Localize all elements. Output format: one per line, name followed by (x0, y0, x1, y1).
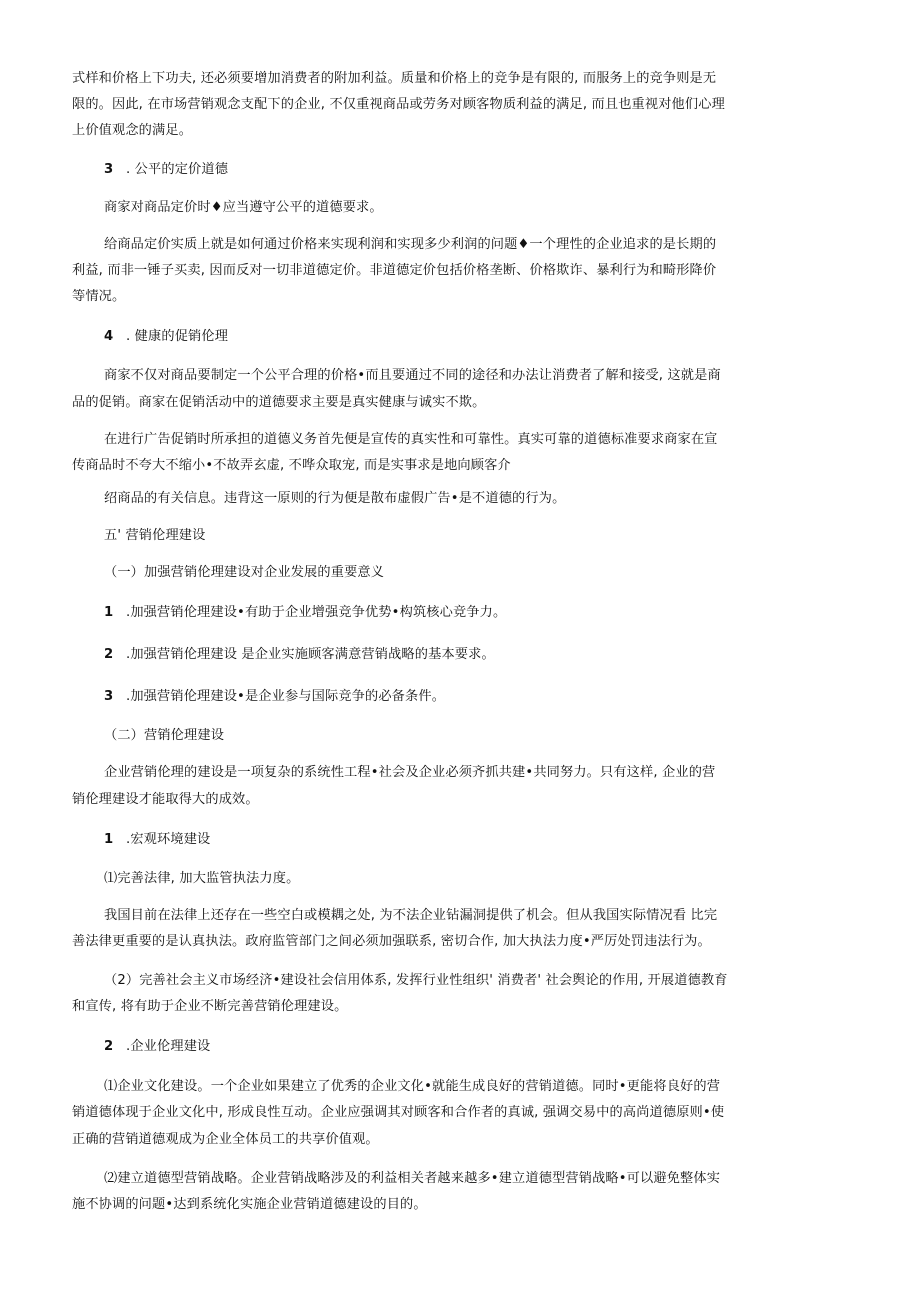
text-line (72, 459, 511, 472)
text-line (104, 872, 299, 885)
text-line (104, 566, 384, 579)
line-text: . 公平的定价道德 (126, 162, 229, 177)
text-line (72, 72, 716, 85)
text-line (72, 793, 259, 806)
line-text: ⑴企业文化建设。一个企业如果建立了优秀的企业文化•就能生成良好的营销道德。同时•更能将良好的营 (104, 1079, 721, 1094)
text-line (72, 396, 485, 409)
heading-number: 3 (104, 689, 114, 704)
text-line (104, 238, 716, 251)
text-line (72, 935, 711, 948)
line-text: .宏观环境建设 (126, 832, 211, 847)
text-line (72, 124, 192, 137)
text-line (104, 729, 224, 742)
text-line (104, 1080, 720, 1093)
line-text: 绍商品的有关信息。违背这一原则的行为便是散布虚假广告•是不道德的行为。 (104, 491, 566, 506)
text-line (104, 974, 728, 987)
line-text: （二）营销伦理建设 (104, 728, 225, 743)
line-text: 销伦理建设才能取得大的成效。 (72, 792, 259, 807)
line-text: 和宣传, 将有助于企业不断完善营销伦理建设。 (72, 999, 348, 1014)
line-text: 商家不仅对商品要制定一个公平合理的价格•而且要通过不同的途径和办法让消费者了解和接受, 这就是商 (104, 368, 721, 383)
line-text: .加强营销伦理建设•有助于企业增强竞争优势•构筑核心竞争力。 (126, 605, 507, 620)
text-line (104, 492, 565, 505)
numbered-heading (104, 648, 495, 661)
line-text: 善法律更重要的是认真执法。政府监管部门之间必须加强联系, 密切合作, 加大执法力度•严厉处罚违法行为。 (72, 934, 711, 949)
line-text: 施不协调的问题•达到系统化实施企业营销道德建设的目的。 (72, 1197, 427, 1212)
line-text: （一）加强营销伦理建设对企业发展的重要意义 (104, 565, 385, 580)
line-text: 限的。因此, 在市场营销观念支配下的企业, 不仅重视商品或劳务对顾客物质利益的满足, 而且也重视对他们心理 (72, 97, 725, 112)
text-line (104, 766, 715, 779)
line-text: .企业伦理建设 (126, 1039, 211, 1054)
line-text: ⑵建立道德型营销战略。企业营销战略涉及的利益相关者越来越多•建立道德型营销战略•可以避免整体实 (104, 1171, 721, 1186)
line-text: 正确的营销道德观成为企业全体员工的共享价值观。 (72, 1132, 379, 1147)
line-text: 商家对商品定价时♦应当遵守公平的道德要求。 (104, 200, 383, 215)
line-text: 销道德体现于企业文化中, 形成良性互动。企业应强调其对顾客和合作者的真诚, 强调交易中的高尚道德原则•使 (72, 1105, 725, 1120)
text-line (72, 1133, 379, 1146)
text-line (72, 264, 716, 277)
text-line (104, 1172, 720, 1185)
line-text: （2）完善社会主义市场经济•建设社会信用体系, 发挥行业性组织' 消费者' 社会舆论的作用, 开展道德教育 (104, 973, 728, 988)
line-text: 传商品时不夸大不缩小•不故弄玄虚, 不哗众取宠, 而是实事求是地向顾客介 (72, 458, 511, 473)
numbered-heading (104, 1040, 210, 1053)
text-line (104, 909, 717, 922)
line-text: 在进行广告促销时所承担的道德义务首先便是宣传的真实性和可靠性。真实可靠的道德标准要求商家在宣 (104, 432, 718, 447)
line-text: 五' 营销伦理建设 (104, 528, 206, 543)
line-text: ⑴完善法律, 加大监管执法力度。 (104, 871, 300, 886)
line-text: .加强营销伦理建设 是企业实施顾客满意营销战略的基本要求。 (126, 647, 495, 662)
heading-number: 1 (104, 605, 114, 620)
line-text: 式样和价格上下功夫, 还必须要增加消费者的附加利益。质量和价格上的竞争是有限的, 而服务上的竞争则是无 (72, 71, 717, 86)
heading-number: 4 (104, 329, 114, 344)
numbered-heading (104, 690, 445, 703)
line-text: 利益, 而非一锤子买卖, 因而反对一切非道德定价。非道德定价包括价格垄断、价格欺诈、暴利行为和畸形降价 (72, 263, 717, 278)
numbered-heading (104, 606, 506, 619)
line-text: .加强营销伦理建设•是企业参与国际竞争的必备条件。 (126, 689, 446, 704)
text-line (72, 1198, 427, 1211)
text-line (72, 1000, 347, 1013)
line-text: 等情况。 (72, 289, 126, 304)
numbered-heading (104, 163, 228, 176)
heading-number: 2 (104, 647, 114, 662)
text-line (72, 1106, 724, 1119)
text-line (104, 201, 383, 214)
line-text: 品的促销。商家在促销活动中的道德要求主要是真实健康与诚实不欺。 (72, 395, 486, 410)
numbered-heading (104, 833, 210, 846)
text-line (104, 529, 205, 542)
text-line (72, 290, 125, 303)
line-text: . 健康的促销伦理 (126, 329, 229, 344)
line-text: 给商品定价实质上就是如何通过价格来实现利润和实现多少利润的问题♦一个理性的企业追求的是长期的 (104, 237, 717, 252)
heading-number: 3 (104, 162, 114, 177)
heading-number: 2 (104, 1039, 114, 1054)
line-text: 企业营销伦理的建设是一项复杂的系统性工程•社会及企业必须齐抓共建•共同努力。只有这样, 企业的营 (104, 765, 716, 780)
text-line (104, 369, 721, 382)
line-text: 我国目前在法律上还存在一些空白或模耦之处, 为不法企业钻漏洞提供了机会。但从我国实际情况看 比完 (104, 908, 718, 923)
text-line (72, 98, 725, 111)
numbered-heading (104, 330, 228, 343)
line-text: 上价值观念的满足。 (72, 123, 193, 138)
heading-number: 1 (104, 832, 114, 847)
text-line (104, 433, 718, 446)
